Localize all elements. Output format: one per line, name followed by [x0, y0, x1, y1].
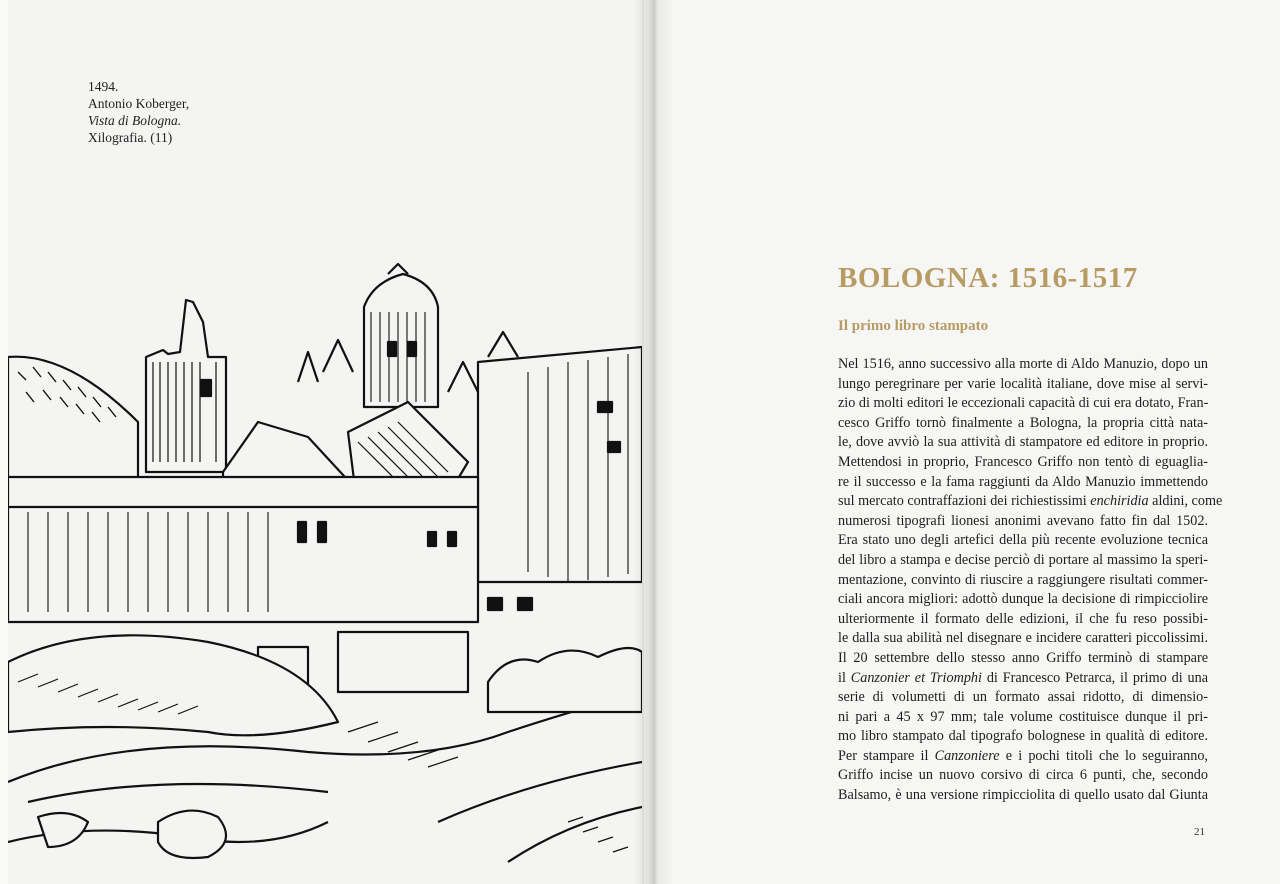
- text-line: mo libro stampato dal tipografo bolognese in qualità di editore.: [838, 728, 1208, 745]
- book-gutter-shadow: [634, 0, 674, 884]
- section-subtitle: Il primo libro stampato: [838, 318, 989, 334]
- text-line: lungo peregrinare per varie località italiane, dove mise al servi-: [838, 375, 1208, 392]
- text-line: Balsamo, è una versione rimpicciolita di quello usato dal Giunta: [838, 787, 1208, 804]
- text-line: Per stampare il Canzoniere e i pochi titoli che lo seguiranno,: [838, 747, 1208, 764]
- text-line: le, dove avviò la sua attività di stampatore ed editore in proprio.: [838, 434, 1208, 451]
- page-edge: [0, 0, 8, 884]
- italic-title: Canzoniere: [934, 747, 1000, 764]
- text-line: serie di volumetti di un formato assai ridotto, di dimensio-: [838, 689, 1208, 706]
- left-page: [8, 0, 642, 884]
- text-line: cesco Griffo tornò finalmente a Bologna, la propria città nata-: [838, 414, 1208, 431]
- right-page: [644, 0, 1280, 884]
- body-text: [838, 355, 1223, 806]
- caption-technique: Xilografia. (11): [88, 130, 173, 145]
- text-line: Mettendosi in proprio, Francesco Griffo non tentò di eguaglia-: [838, 453, 1208, 470]
- text-line: Griffo incise un nuovo corsivo di circa 6 punti, che, secondo: [838, 767, 1208, 784]
- text-line: sul mercato contraffazioni dei richiestissimi enchiridia aldini, come: [838, 493, 1223, 510]
- text-line: Nel 1516, anno successivo alla morte di Aldo Manuzio, dopo un: [838, 356, 1208, 372]
- text-line: mentazione, convinto di riuscire a raggiungere risultati commer-: [838, 571, 1208, 588]
- text-line: le dalla sua abilità nel disegnare e incidere caratteri piccolissimi.: [838, 630, 1208, 647]
- text-line: zio di molti editori le eccezionali capacità di cui era dotato, Fran-: [838, 395, 1209, 412]
- chapter-title: BOLOGNA: 1516-1517: [838, 262, 1138, 294]
- figure-caption: [88, 78, 189, 146]
- text-line: Era stato uno degli artefici della più recente evoluzione tecnica: [838, 532, 1208, 549]
- text-line: Il 20 settembre dello stesso anno Griffo terminò di stampare: [838, 649, 1208, 666]
- text-line: ni pari a 45 x 97 mm; tale volume costituisce dunque il pri-: [838, 708, 1208, 725]
- caption-work-title: Vista di Bologna.: [88, 113, 182, 128]
- text-line: ciali ancora migliori: adottò dunque la decisione di rimpicciolire: [838, 591, 1208, 608]
- text-line: del libro a stampa e decise perciò di portare al massimo la speri-: [838, 551, 1208, 568]
- caption-author: Antonio Koberger,: [88, 96, 190, 111]
- italic-title: Canzonier et Triomphi: [850, 669, 982, 686]
- text-line: numerosi tipografi lionesi anonimi avevano fatto fin dal 1502.: [838, 512, 1208, 529]
- text-line: re il successo e la fama raggiunti da Aldo Manuzio immettendo: [838, 473, 1208, 490]
- page-number: 21: [1194, 826, 1205, 838]
- italic-term: enchiridia: [1090, 493, 1149, 510]
- woodcut-illustration-bologna: [8, 262, 642, 884]
- text-line: ulteriormente il formato delle edizioni, il che fu reso possibi-: [838, 610, 1208, 627]
- text-line: il Canzonier et Triomphi di Francesco Petrarca, il primo di una: [838, 669, 1209, 686]
- caption-year: 1494.: [88, 79, 119, 94]
